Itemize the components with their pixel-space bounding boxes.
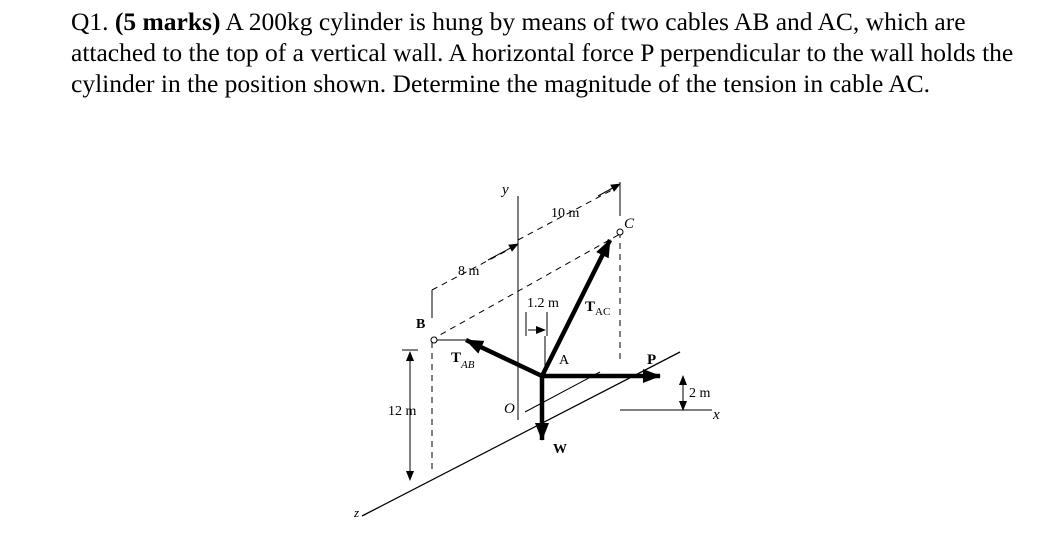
label-weight-w: W xyxy=(553,442,567,457)
question-marks: (5 marks) xyxy=(114,7,221,36)
label-x-axis: x xyxy=(713,407,720,423)
point-c-marker xyxy=(617,229,623,235)
label-force-p: P xyxy=(647,352,657,368)
label-10m: 10 m xyxy=(551,206,580,221)
label-2m: 2 m xyxy=(689,386,711,401)
label-t-ab-main: T xyxy=(451,350,462,366)
label-t-ac-sub: AC xyxy=(595,306,611,318)
label-t-ac xyxy=(585,299,610,318)
label-1-2m: 1.2 m xyxy=(527,296,559,311)
question-number: Q1. xyxy=(71,7,109,36)
label-y-axis: y xyxy=(502,182,509,198)
label-point-a: A xyxy=(559,353,570,368)
label-point-b: B xyxy=(416,317,426,332)
label-12m: 12 m xyxy=(388,404,417,419)
question-body: A 200kg cylinder is hung by means of two cables AB and AC, which are attached to the top of a vertical wall. A horizontal force P perpendicular to the wall holds the cylinder in the position shown. Determine the magnitude of the tension in cable AC. xyxy=(71,7,1014,98)
label-t-ac-main: T xyxy=(585,299,596,315)
cable-ab xyxy=(466,340,542,376)
label-z-axis: z xyxy=(354,505,360,520)
dim-8m-arrow xyxy=(488,244,518,260)
label-8m: 8 m xyxy=(458,264,480,279)
label-t-ab-sub: AB xyxy=(461,359,475,371)
dim-10m-arrow xyxy=(598,184,620,196)
label-origin-o: O xyxy=(504,401,515,417)
point-b-marker xyxy=(431,337,437,343)
label-point-c: C xyxy=(624,216,635,232)
label-t-ab xyxy=(451,350,475,371)
